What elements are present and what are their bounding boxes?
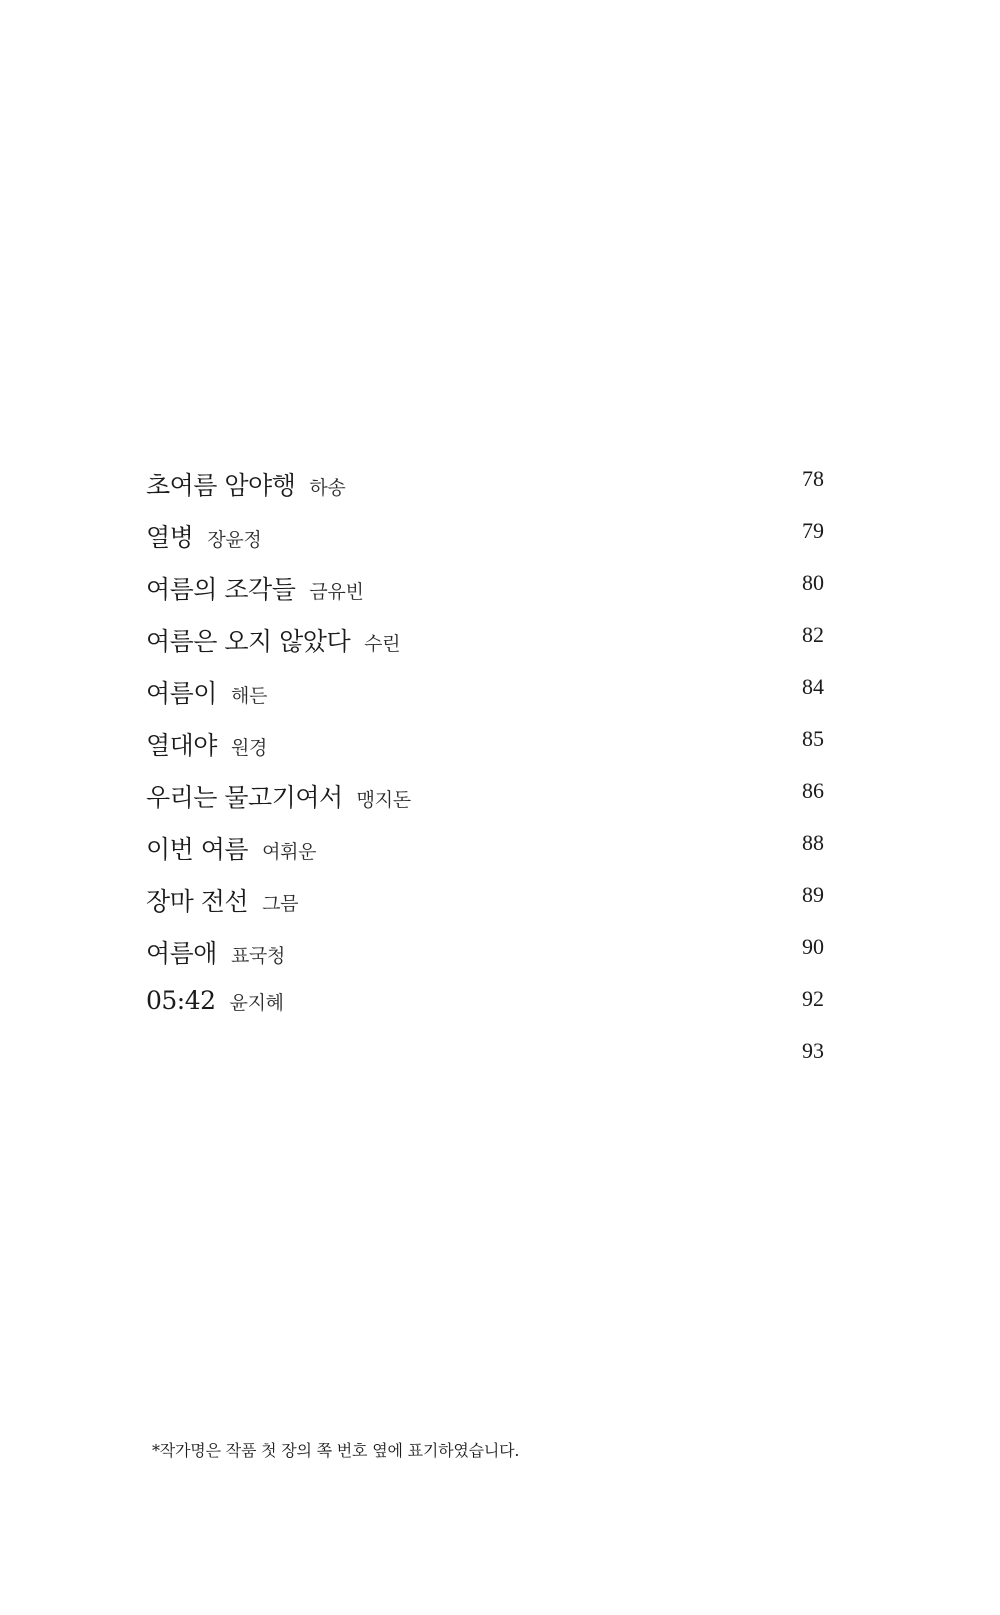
toc-entry-title: 우리는 물고기여서 bbox=[146, 783, 343, 812]
toc-entry-author: 수린 bbox=[364, 633, 401, 655]
toc-entry-title: 여름애 bbox=[146, 939, 217, 968]
toc-entry-page: 78 bbox=[802, 466, 824, 491]
toc-entry-author: 해든 bbox=[230, 685, 268, 707]
toc-entry-author: 윤지혜 bbox=[229, 992, 284, 1014]
toc-entry-author: 장윤정 bbox=[207, 529, 262, 551]
toc-entry[interactable] bbox=[146, 570, 824, 622]
toc-entry[interactable] bbox=[146, 466, 824, 518]
toc-entry-page: 82 bbox=[802, 622, 824, 647]
toc-entry-author: 하송 bbox=[309, 477, 346, 499]
toc-entry-author: 금유빈 bbox=[309, 581, 364, 603]
toc-entry-title: 이번 여름 bbox=[146, 835, 249, 864]
toc-entry-author: 표국청 bbox=[230, 945, 286, 967]
toc-entry-title: 여름은 오지 않았다 bbox=[146, 627, 351, 656]
toc-entry-title: 여름이 bbox=[146, 679, 217, 708]
toc-entry-title: 초여름 암야행 bbox=[146, 471, 296, 500]
toc-entry-title: 여름의 조각들 bbox=[146, 575, 296, 604]
toc-entry-title: 열대야 bbox=[146, 731, 217, 760]
toc-entry-title: 열병 bbox=[146, 523, 194, 552]
toc-entry[interactable] bbox=[146, 1038, 824, 1090]
table-of-contents bbox=[146, 466, 824, 1090]
toc-entry-page: 88 bbox=[802, 830, 824, 855]
toc-entry[interactable] bbox=[146, 830, 824, 882]
toc-entry-page: 89 bbox=[802, 882, 824, 907]
toc-entry-page: 85 bbox=[802, 726, 824, 751]
toc-entry-author: 여휘운 bbox=[262, 841, 317, 863]
toc-entry[interactable] bbox=[146, 726, 824, 778]
toc-entry-author: 원경 bbox=[230, 737, 268, 759]
toc-entry[interactable] bbox=[146, 622, 824, 674]
toc-entry-author: 그믐 bbox=[262, 893, 299, 915]
toc-entry-page: 79 bbox=[802, 518, 824, 543]
toc-entry-page: 92 bbox=[802, 986, 824, 1011]
toc-entry[interactable] bbox=[146, 518, 824, 570]
toc-entry-page: 93 bbox=[802, 1038, 824, 1063]
toc-entry[interactable] bbox=[146, 674, 824, 726]
toc-entry-page: 80 bbox=[802, 570, 824, 595]
toc-entry-title: 장마 전선 bbox=[146, 887, 249, 916]
toc-entry[interactable] bbox=[146, 882, 824, 934]
footnote: *작가명은 작품 첫 장의 쪽 번호 옆에 표기하였습니다. bbox=[152, 1441, 520, 1460]
toc-entry[interactable] bbox=[146, 986, 824, 1038]
toc-entry[interactable] bbox=[146, 934, 824, 986]
toc-entry[interactable] bbox=[146, 778, 824, 830]
toc-entry-page: 86 bbox=[802, 778, 824, 803]
toc-entry-title: 05:42 bbox=[146, 986, 216, 1015]
toc-entry-author: 맹지돈 bbox=[356, 789, 411, 811]
toc-entry-page: 90 bbox=[802, 934, 824, 959]
toc-entry-page: 84 bbox=[802, 674, 824, 699]
